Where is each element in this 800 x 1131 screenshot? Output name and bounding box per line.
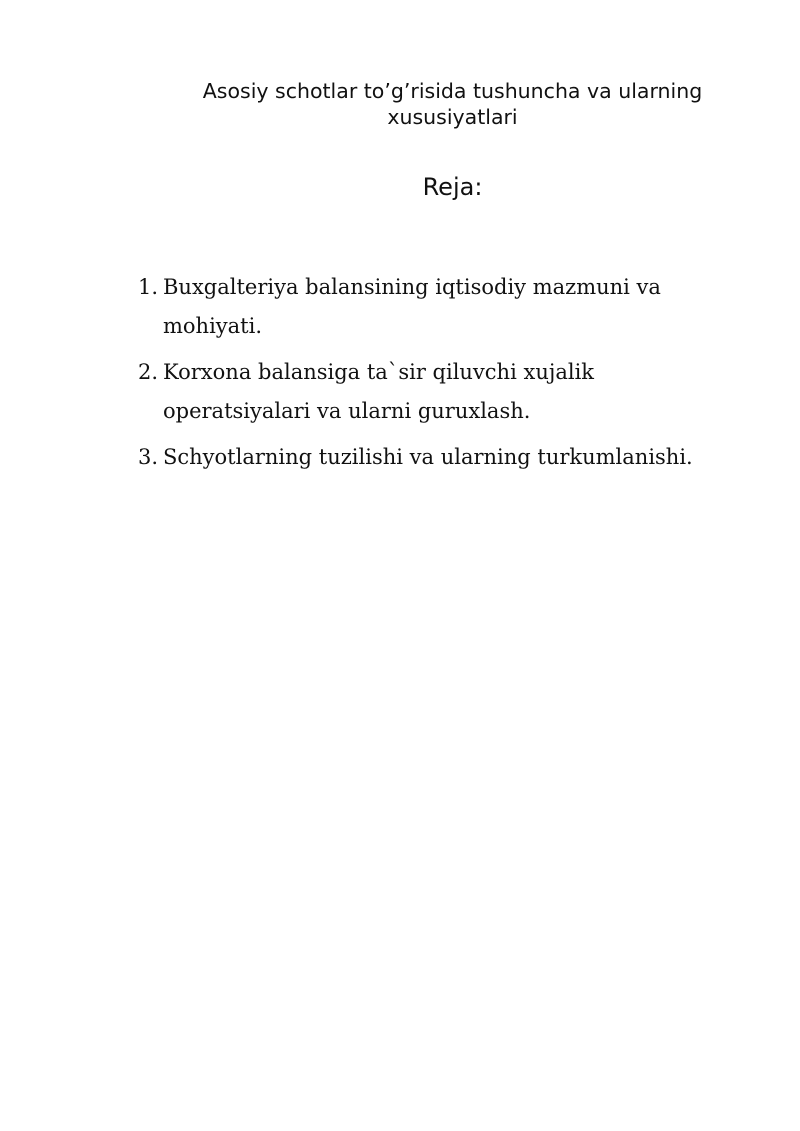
list-item-text: Schyotlarning tuzilishi va ularning turkumlanishi. — [163, 445, 693, 469]
plan-heading: Reja: — [422, 173, 483, 201]
list-item-number: 2. — [138, 360, 159, 384]
list-item — [138, 353, 728, 431]
list-item — [138, 438, 728, 477]
plan-list — [138, 268, 728, 484]
list-item-text: Buxgalteriya balansining iqtisodiy mazmuni va mohiyati. — [163, 275, 661, 338]
document-title: Asosiy schotlar to’g’risida tushuncha va ularning xususiyatlari — [202, 79, 703, 129]
list-item — [138, 268, 728, 346]
list-item-number: 3. — [138, 445, 159, 469]
list-item-text: Korxona balansiga ta`sir qiluvchi xujalik operatsiyalari va ularni guruxlash. — [163, 360, 595, 423]
list-item-number: 1. — [138, 275, 159, 299]
